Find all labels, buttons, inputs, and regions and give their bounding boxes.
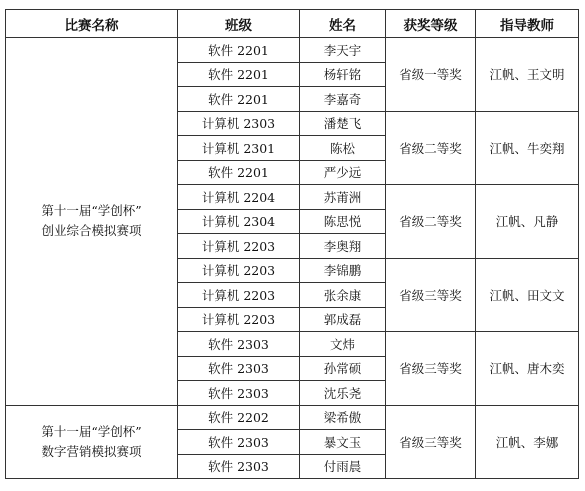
table-row <box>6 405 579 430</box>
class-cell: 软件 2201 <box>178 62 300 87</box>
competition-name-line: 第十一届“学创杯” <box>41 423 142 439</box>
class-cell: 计算机 2203 <box>178 258 300 283</box>
student-name-cell: 李天宇 <box>300 38 386 63</box>
header-teacher: 指导教师 <box>476 10 579 38</box>
award-level-cell: 省级三等奖 <box>386 405 476 479</box>
student-name-cell: 苏莆洲 <box>300 185 386 210</box>
award-table-body <box>6 38 579 479</box>
class-cell: 软件 2201 <box>178 87 300 112</box>
header-name: 姓名 <box>300 10 386 38</box>
teacher-cell: 江帆、李娜 <box>476 405 579 479</box>
competition-name-cell <box>6 405 178 479</box>
student-name-cell: 潘楚飞 <box>300 111 386 136</box>
student-name-cell: 陈思悦 <box>300 209 386 234</box>
student-name-cell: 文炜 <box>300 332 386 357</box>
table-row <box>6 38 579 63</box>
award-level-cell: 省级二等奖 <box>386 185 476 259</box>
student-name-cell: 李锦鹏 <box>300 258 386 283</box>
class-cell: 软件 2303 <box>178 332 300 357</box>
teacher-cell: 江帆、田文文 <box>476 258 579 332</box>
student-name-cell: 李奥翔 <box>300 234 386 259</box>
student-name-cell: 陈松 <box>300 136 386 161</box>
class-cell: 软件 2201 <box>178 160 300 185</box>
student-name-cell: 李嘉奇 <box>300 87 386 112</box>
competition-name-line: 第十一届“学创杯” <box>41 203 142 219</box>
student-name-cell: 郭成磊 <box>300 307 386 332</box>
class-cell: 计算机 2203 <box>178 283 300 308</box>
header-row <box>6 10 579 38</box>
class-cell: 软件 2303 <box>178 381 300 406</box>
student-name-cell: 严少远 <box>300 160 386 185</box>
class-cell: 计算机 2204 <box>178 185 300 210</box>
header-competition: 比赛名称 <box>6 10 178 38</box>
class-cell: 计算机 2203 <box>178 307 300 332</box>
student-name-cell: 付雨晨 <box>300 454 386 479</box>
competition-name-line: 数字营销模拟赛项 <box>41 443 142 459</box>
teacher-cell: 江帆、王文明 <box>476 38 579 112</box>
class-cell: 软件 2202 <box>178 405 300 430</box>
header-class: 班级 <box>178 10 300 38</box>
student-name-cell: 孙常硕 <box>300 356 386 381</box>
class-cell: 软件 2201 <box>178 38 300 63</box>
class-cell: 计算机 2304 <box>178 209 300 234</box>
teacher-cell: 江帆、牛奕翔 <box>476 111 579 185</box>
teacher-cell: 江帆、唐木奕 <box>476 332 579 406</box>
student-name-cell: 梁希傲 <box>300 405 386 430</box>
award-table <box>5 9 579 479</box>
award-level-cell: 省级二等奖 <box>386 111 476 185</box>
header-award: 获奖等级 <box>386 10 476 38</box>
student-name-cell: 沈乐尧 <box>300 381 386 406</box>
student-name-cell: 张余康 <box>300 283 386 308</box>
award-level-cell: 省级一等奖 <box>386 38 476 112</box>
class-cell: 计算机 2303 <box>178 111 300 136</box>
award-level-cell: 省级三等奖 <box>386 332 476 406</box>
student-name-cell: 杨轩铭 <box>300 62 386 87</box>
competition-name-line: 创业综合模拟赛项 <box>41 223 142 239</box>
award-level-cell: 省级三等奖 <box>386 258 476 332</box>
class-cell: 软件 2303 <box>178 430 300 455</box>
class-cell: 计算机 2301 <box>178 136 300 161</box>
class-cell: 软件 2303 <box>178 356 300 381</box>
teacher-cell: 江帆、凡静 <box>476 185 579 259</box>
class-cell: 计算机 2203 <box>178 234 300 259</box>
competition-name-cell <box>6 38 178 406</box>
class-cell: 软件 2303 <box>178 454 300 479</box>
student-name-cell: 暴文玉 <box>300 430 386 455</box>
